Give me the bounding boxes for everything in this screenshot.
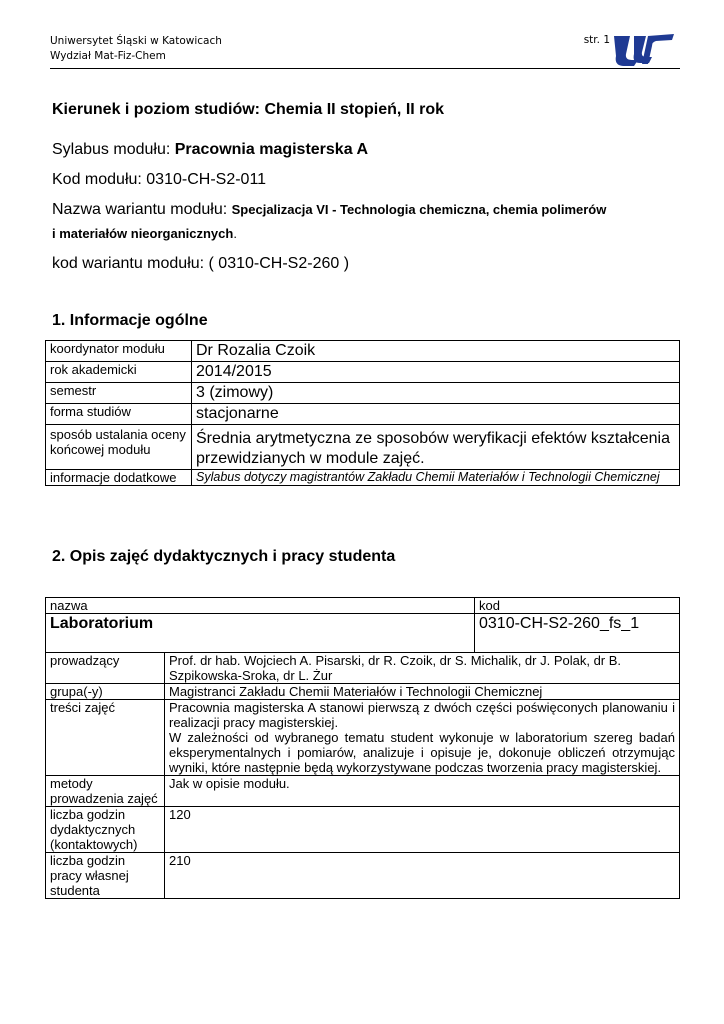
table-row [46,653,680,684]
info-label: informacje dodatkowe [46,470,192,486]
info-value: Dr Rozalia Czoik [192,341,680,362]
university-name: Uniwersytet Śląski w Katowicach [50,35,222,47]
table-row [46,614,680,653]
info-value: 2014/2015 [192,362,680,383]
section1-title: 1. Informacje ogólne [52,312,208,329]
table-row [46,776,680,807]
university-logo-icon [612,30,676,68]
info-label: sposób ustalania oceny końcowej modułu [46,425,192,470]
table-row [46,341,680,362]
page-number: str. 1 [583,34,610,46]
info-value: 3 (zimowy) [192,383,680,404]
name-header: nazwa [46,598,475,614]
row-value [165,700,680,776]
course-table [45,597,680,899]
table-row [46,853,680,899]
info-label: semestr [46,383,192,404]
variant-name-value-1: Specjalizacja VI - Technologia chemiczna, chemia polimerów [231,202,607,217]
content-paragraph-2: W zależności od wybranego tematu student wykonuje w laboratorium szereg badań eksperymentalnych i pomiarów, analizuje i opisuje je, dokonuje obliczeń otrzymując wyniki, które następnie będą wykorzystywane podczas tworzenia pracy magisterskiej. [169,730,675,775]
row-value: 120 [165,807,680,853]
course-name: Laboratorium [46,614,475,653]
program-heading: Kierunek i poziom studiów: Chemia II stopień, II rok [52,101,445,118]
info-value: Sylabus dotyczy magistrantów Zakładu Chemii Materiałów i Technologii Chemicznej [192,470,680,486]
table-row [46,807,680,853]
table-row [46,684,680,700]
page-header [50,34,680,69]
row-label: metody prowadzenia zajęć [46,776,165,807]
course-code: 0310-CH-S2-260_fs_1 [475,614,680,653]
table-row [46,383,680,404]
table-row [46,470,680,486]
row-label: treści zajęć [46,700,165,776]
section2-title: 2. Opis zajęć dydaktycznych i pracy studenta [52,548,396,565]
table-row [46,598,680,614]
header-institution [50,34,222,64]
row-label: liczba godzin pracy własnej studenta [46,853,165,899]
row-value: Jak w opisie modułu. [165,776,680,807]
variant-name-value-2: i materiałów nieorganicznych [52,226,234,241]
table-row [46,362,680,383]
row-value: 210 [165,853,680,899]
row-label: prowadzący [46,653,165,684]
module-code: Kod modułu: 0310-CH-S2-011 [52,171,267,188]
info-label: forma studiów [46,404,192,425]
row-label: liczba godzin dydaktycznych (kontaktowych) [46,807,165,853]
syllabus-prefix: Sylabus modułu: [52,141,175,158]
row-label: grupa(-y) [46,684,165,700]
code-header: kod [475,598,680,614]
variant-name-line [52,201,606,219]
table-row [46,700,680,776]
variant-name-line-2 [52,226,237,241]
info-value: stacjonarne [192,404,680,425]
faculty-name: Wydział Mat-Fiz-Chem [50,50,166,62]
table-row [46,425,680,470]
variant-name-prefix: Nazwa wariantu modułu: [52,201,232,218]
info-label: koordynator modułu [46,341,192,362]
variant-name-dot: . [233,226,237,241]
table-row [46,404,680,425]
general-info-table [45,340,680,486]
syllabus-module-name: Pracownia magisterska A [174,141,369,158]
info-value: Średnia arytmetyczna ze sposobów weryfikacji efektów kształcenia przewidzianych w module zajęć. [192,425,680,470]
variant-code: kod wariantu modułu: ( 0310-CH-S2-260 ) [52,255,350,272]
row-value: Magistranci Zakładu Chemii Materiałów i Technologii Chemicznej [165,684,680,700]
row-value: Prof. dr hab. Wojciech A. Pisarski, dr R. Czoik, dr S. Michalik, dr J. Polak, dr B. Szpikowska-Sroka, dr L. Żur [165,653,680,684]
info-label: rok akademicki [46,362,192,383]
content-paragraph-1: Pracownia magisterska A stanowi pierwszą z dwóch części poświęconych planowaniu i realizacji pracy magisterskiej. [169,700,675,730]
syllabus-line [52,141,368,159]
